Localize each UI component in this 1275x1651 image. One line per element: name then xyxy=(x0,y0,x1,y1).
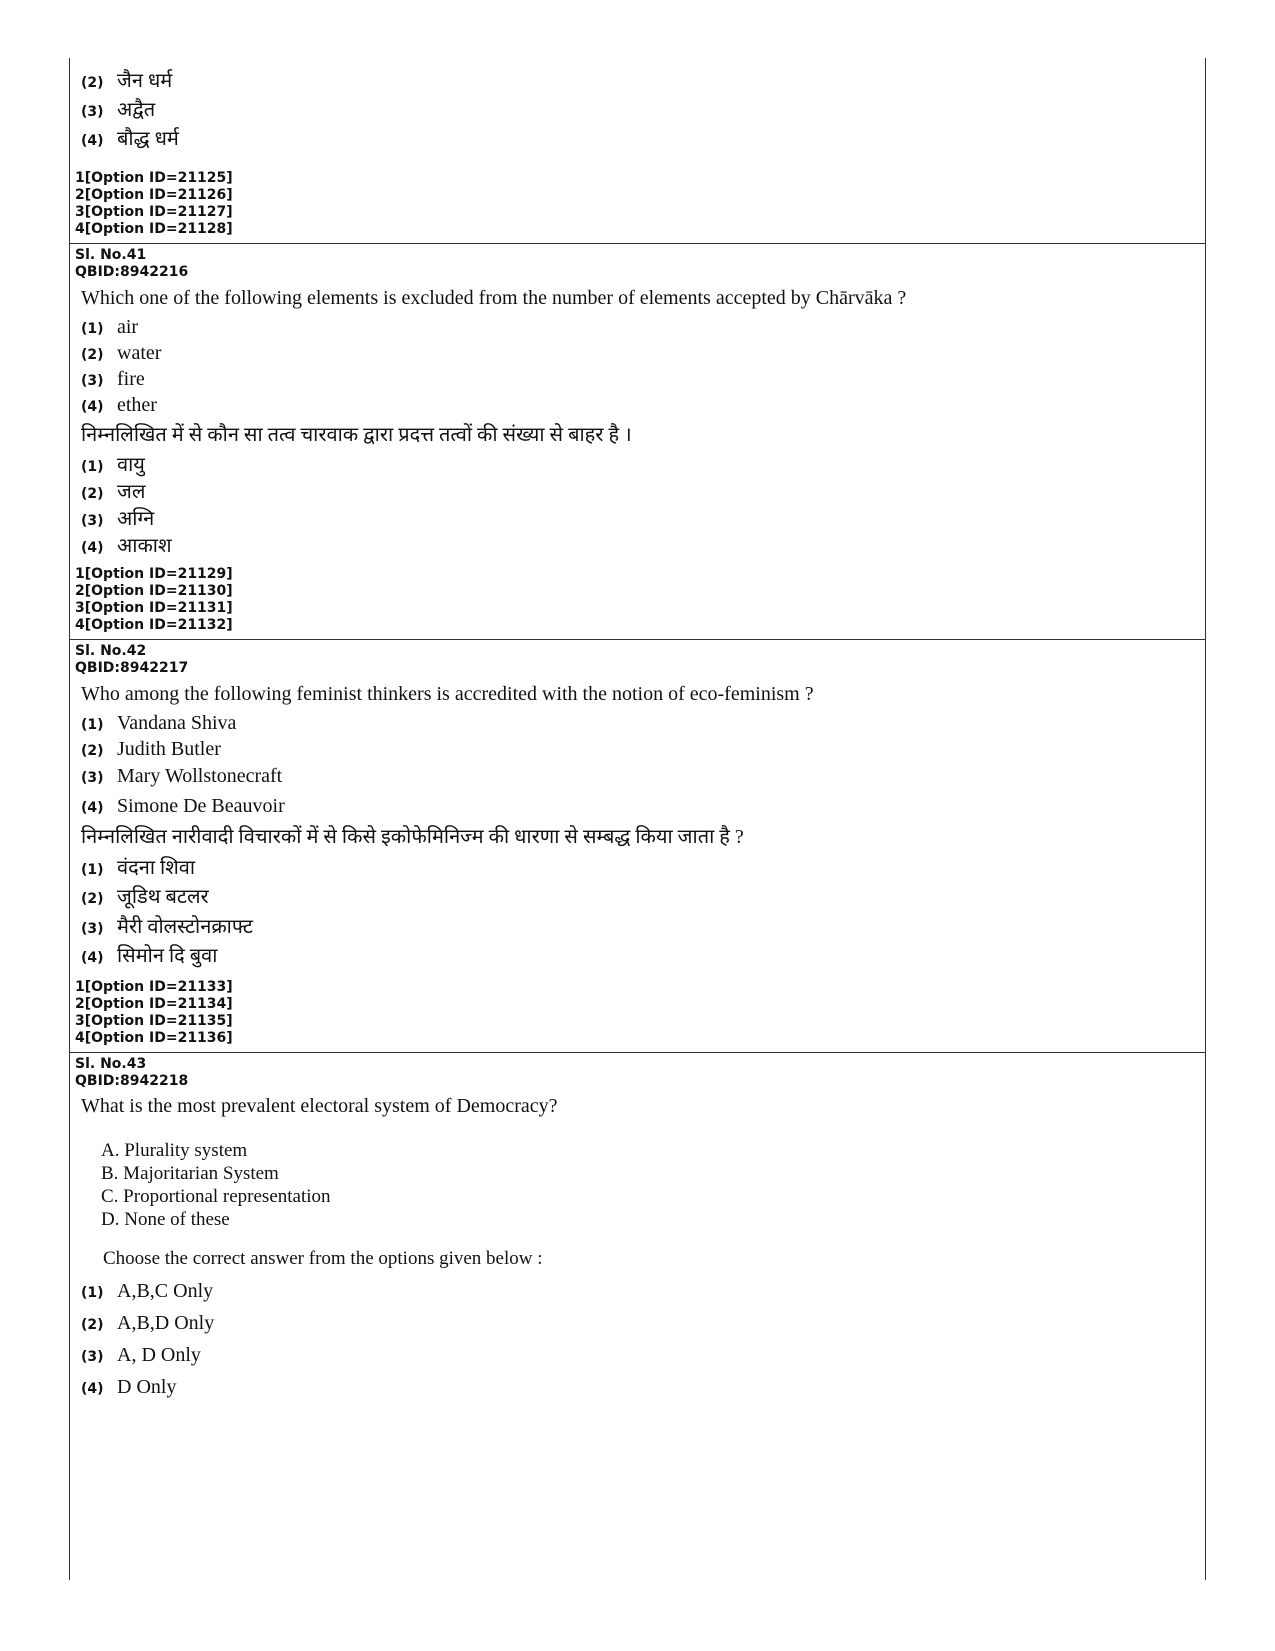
option-number: (4) xyxy=(81,399,104,415)
option-row xyxy=(70,1312,1205,1344)
statement-item: C. Proportional representation xyxy=(101,1186,331,1207)
option-number: (3) xyxy=(81,770,104,786)
question-text-english: What is the most prevalent electoral system of Democracy? xyxy=(81,1095,558,1117)
option-text: आकाश xyxy=(117,535,172,557)
serial-number: Sl. No.43 xyxy=(75,1056,147,1072)
option-text: बौद्ध धर्म xyxy=(117,128,179,150)
option-row xyxy=(70,66,1205,95)
option-row xyxy=(70,1280,1205,1312)
option-text: water xyxy=(117,342,162,364)
option-id-list xyxy=(70,170,1205,238)
option-number: (2) xyxy=(81,891,104,907)
option-text: A,B,D Only xyxy=(117,1312,215,1334)
option-text: A, D Only xyxy=(117,1344,201,1366)
option-row xyxy=(70,342,1205,368)
option-number: (1) xyxy=(81,321,104,337)
statement-item: B. Majoritarian System xyxy=(101,1163,279,1184)
question-41 xyxy=(70,247,1205,558)
option-text: जल xyxy=(117,481,146,503)
question-separator xyxy=(70,243,1205,244)
option-row xyxy=(70,95,1205,124)
option-text: सिमोन दि बुवा xyxy=(117,945,218,967)
option-number: (2) xyxy=(81,347,104,363)
option-text: जैन धर्म xyxy=(117,70,173,92)
option-id: 1[Option ID=21129] xyxy=(75,566,233,582)
option-number: (3) xyxy=(81,1349,104,1365)
option-row xyxy=(70,738,1205,765)
option-id: 3[Option ID=21131] xyxy=(75,600,233,616)
option-number: (4) xyxy=(81,133,104,149)
serial-number: Sl. No.42 xyxy=(75,643,147,659)
option-number: (3) xyxy=(81,373,104,389)
qbid: QBID:8942216 xyxy=(75,264,189,280)
serial-number: Sl. No.41 xyxy=(75,247,147,263)
option-row xyxy=(70,124,1205,153)
question-separator xyxy=(70,639,1205,640)
option-text: वायु xyxy=(117,454,145,476)
option-row xyxy=(70,504,1205,531)
option-row xyxy=(70,531,1205,558)
option-id: 4[Option ID=21132] xyxy=(75,617,233,633)
option-number: (1) xyxy=(81,1285,104,1301)
option-text: मैरी वोलस्टोनक्राफ्ट xyxy=(117,916,253,938)
question-separator xyxy=(70,1052,1205,1053)
question-42 xyxy=(70,643,1205,970)
statement-item: A. Plurality system xyxy=(101,1140,248,1161)
question-text-hindi: निम्नलिखित नारीवादी विचारकों में से किसे इकोफेमिनिज्म की धारणा से सम्बद्ध किया जाता है ? xyxy=(81,826,744,848)
question-paper-frame xyxy=(69,58,1206,1580)
option-id: 2[Option ID=21126] xyxy=(75,187,233,203)
option-text: जूडिथ बटलर xyxy=(117,886,209,908)
option-number: (3) xyxy=(81,921,104,937)
option-text: fire xyxy=(117,368,145,390)
qbid: QBID:8942217 xyxy=(75,660,189,676)
option-row xyxy=(70,368,1205,394)
question-text-english: Who among the following feminist thinkers is accredited with the notion of eco-feminism ? xyxy=(81,683,814,705)
option-number: (3) xyxy=(81,104,104,120)
option-row xyxy=(70,450,1205,477)
option-row xyxy=(70,477,1205,504)
option-row xyxy=(70,941,1205,970)
option-number: (2) xyxy=(81,743,104,759)
option-row xyxy=(70,712,1205,738)
question-text-english: Which one of the following elements is excluded from the number of elements accepted by Chārvāka ? xyxy=(81,287,907,309)
option-text: Vandana Shiva xyxy=(117,712,237,734)
option-row xyxy=(70,1344,1205,1376)
option-number: (1) xyxy=(81,862,104,878)
option-text: अग्नि xyxy=(117,508,155,530)
option-row xyxy=(70,316,1205,342)
option-text: ether xyxy=(117,394,157,416)
option-id: 3[Option ID=21127] xyxy=(75,204,233,220)
option-text: Mary Wollstonecraft xyxy=(117,765,283,787)
option-number: (2) xyxy=(81,1317,104,1333)
option-number: (4) xyxy=(81,800,104,816)
option-id: 2[Option ID=21134] xyxy=(75,996,233,1012)
option-id: 4[Option ID=21128] xyxy=(75,221,233,237)
option-number: (3) xyxy=(81,513,104,529)
question-text-hindi: निम्नलिखित में से कौन सा तत्व चारवाक द्वारा प्रदत्त तत्वों की संख्या से बाहर है । xyxy=(81,424,632,446)
question-43 xyxy=(70,1056,1205,1408)
option-id: 3[Option ID=21135] xyxy=(75,1013,233,1029)
instruction-text: Choose the correct answer from the options given below : xyxy=(103,1248,543,1269)
statement-list xyxy=(70,1139,1205,1231)
option-number: (1) xyxy=(81,459,104,475)
option-text: वंदना शिवा xyxy=(117,857,196,879)
option-text: Judith Butler xyxy=(117,738,221,760)
option-number: (4) xyxy=(81,950,104,966)
option-row xyxy=(70,765,1205,795)
option-text: अद्वैत xyxy=(117,99,156,121)
option-row xyxy=(70,853,1205,882)
option-row xyxy=(70,394,1205,422)
option-text: Simone De Beauvoir xyxy=(117,795,285,817)
qbid: QBID:8942218 xyxy=(75,1073,189,1089)
statement-item: D. None of these xyxy=(101,1209,230,1230)
option-id: 4[Option ID=21136] xyxy=(75,1030,233,1046)
option-row xyxy=(70,882,1205,912)
option-id: 1[Option ID=21133] xyxy=(75,979,233,995)
q40-continuation xyxy=(70,66,1205,153)
option-number: (4) xyxy=(81,540,104,556)
option-number: (2) xyxy=(81,486,104,502)
option-text: air xyxy=(117,316,139,338)
option-number: (2) xyxy=(81,75,104,91)
option-number: (1) xyxy=(81,717,104,733)
option-text: D Only xyxy=(117,1376,177,1398)
option-row xyxy=(70,795,1205,824)
option-id-list xyxy=(70,979,1205,1047)
option-row xyxy=(70,912,1205,941)
option-id-list xyxy=(70,566,1205,634)
option-id: 2[Option ID=21130] xyxy=(75,583,233,599)
option-id: 1[Option ID=21125] xyxy=(75,170,233,186)
option-number: (4) xyxy=(81,1381,104,1397)
option-text: A,B,C Only xyxy=(117,1280,214,1302)
option-row xyxy=(70,1376,1205,1408)
